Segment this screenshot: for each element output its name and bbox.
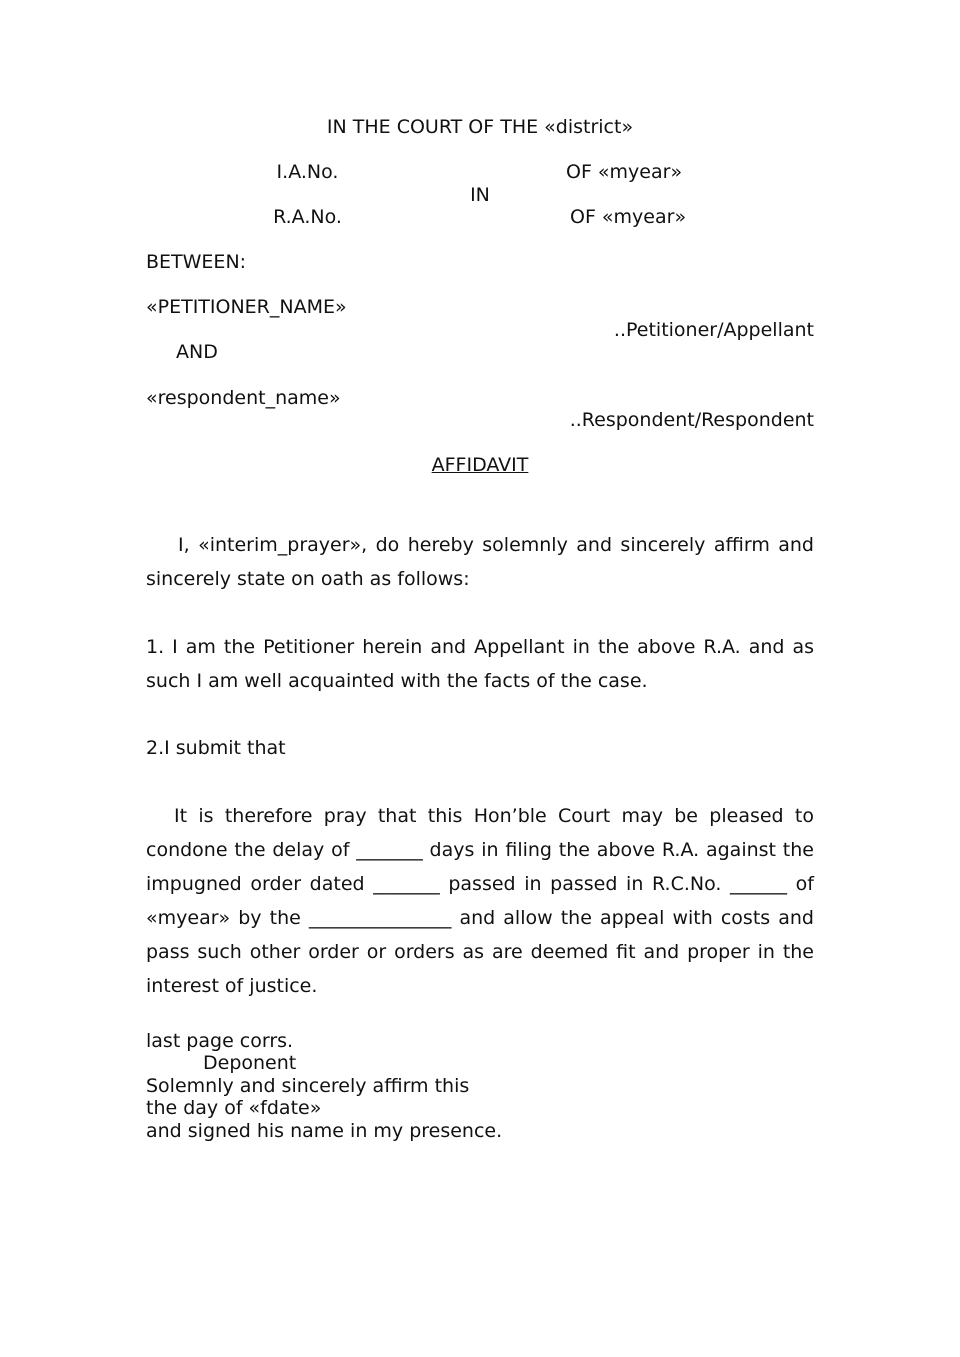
intro-paragraph: I, «interim_prayer», do hereby solemnly and sincerely affirm and sincerely state on oath as follows: xyxy=(146,534,814,590)
prayer-paragraph: It is therefore pray that this Hon’ble Court may be pleased to condone the delay of _______ days in filing the above R.A. against the impugned order dated _______ passed in passed in R.C.No. ______ of «myear» by the _______________ and allow the appeal with costs and pass such other order or orders as are deemed fit and proper in the interest of justice. xyxy=(146,805,814,997)
document-title: AFFIDAVIT xyxy=(431,454,529,476)
court-title: IN THE COURT OF THE «district» xyxy=(326,116,634,138)
point-2-paragraph: 2.I submit that xyxy=(146,737,286,759)
signature-line-3: Solemnly and sincerely affirm this xyxy=(146,1075,470,1097)
in-label: IN xyxy=(470,184,490,206)
ra-number-label: R.A.No. xyxy=(273,206,342,228)
respondent-role: ..Respondent/Respondent xyxy=(569,409,814,431)
signature-date-line: the day of «fdate» xyxy=(146,1097,322,1119)
signature-line-5: and signed his name in my presence. xyxy=(146,1120,503,1142)
ia-number-label: I.A.No. xyxy=(276,161,339,183)
petitioner-name: «PETITIONER_NAME» xyxy=(146,296,347,318)
ia-year-label: OF «myear» xyxy=(566,161,683,183)
point-1-paragraph: 1. I am the Petitioner herein and Appellant in the above R.A. and as such I am well acquainted with the facts of the case. xyxy=(146,636,814,692)
respondent-name: «respondent_name» xyxy=(146,387,341,409)
deponent-label: Deponent xyxy=(203,1052,297,1074)
and-label: AND xyxy=(176,341,218,363)
between-label: BETWEEN: xyxy=(146,251,247,273)
petitioner-role: ..Petitioner/Appellant xyxy=(613,319,814,341)
ra-year-label: OF «myear» xyxy=(570,206,687,228)
signature-line-1: last page corrs. xyxy=(146,1030,294,1052)
